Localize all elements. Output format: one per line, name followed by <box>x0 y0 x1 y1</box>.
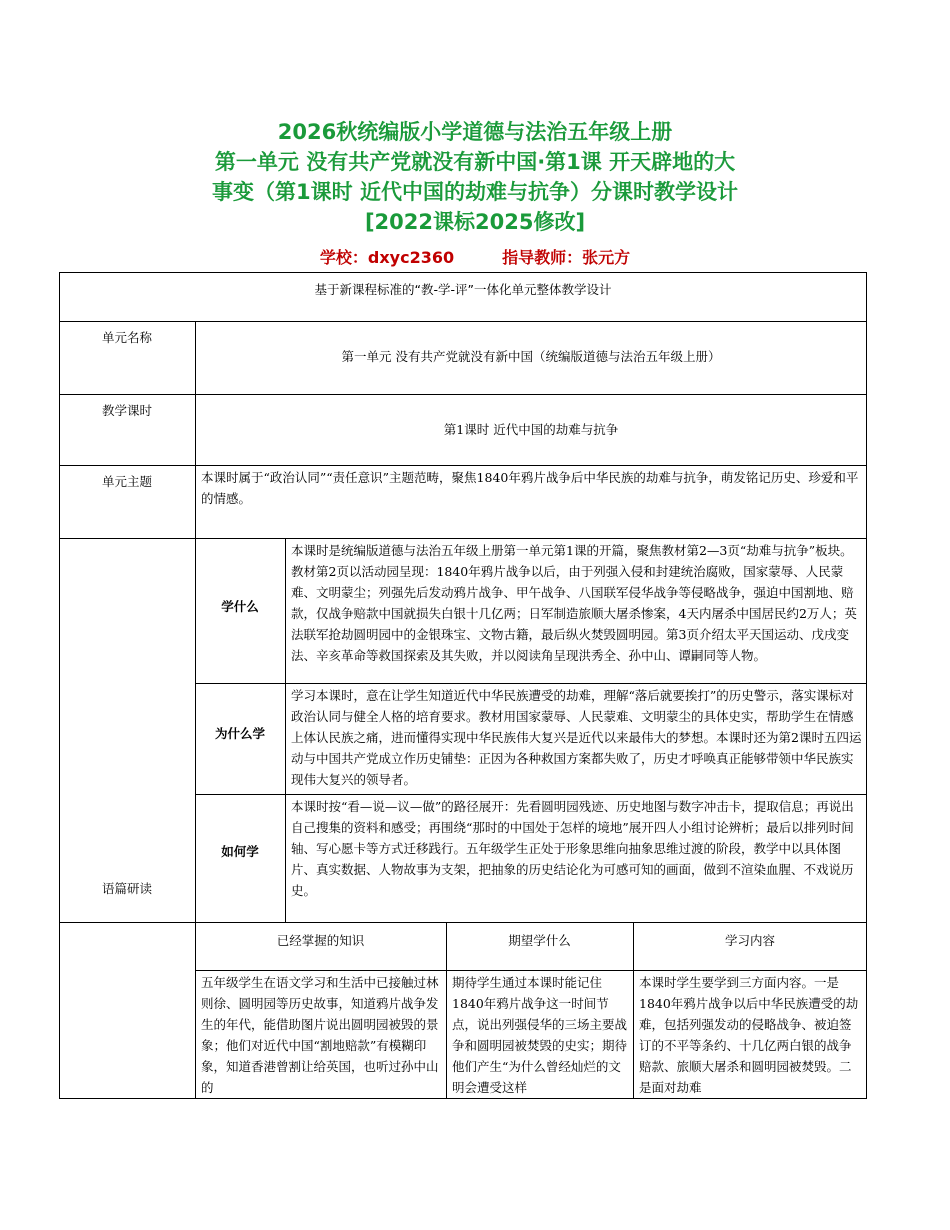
row-divider <box>195 970 867 971</box>
study-label: 语篇研读 <box>101 881 152 896</box>
expect-text: 期待学生通过本课时能记住1840年鸦片战争这一时间节点，说出列强侵华的三场主要战争和圆明园被焚毁的史实；期待他们产生“为什么曾经灿烂的文明会遭受这样 <box>452 975 628 1095</box>
why-value: 学习本课时，意在让学生知道近代中华民族遭受的劫难，理解“落后就要挨打”的历史警示，落实课标对政治认同与健全人格的培育要求。教材用国家蒙辱、人民蒙难、文明蒙尘的具体史实，帮助学生在情感上体认民族之痛，进而懂得实现中华民族伟大复兴是近代以来最伟大的梦想。本课时还为第2课时五四运动与中国共产党成立作历史铺垫：正因为各种救国方案都失败了，历史才呼唤真正能够带领中华民族实现伟大复兴的领导者。 <box>291 688 862 787</box>
what-value: 本课时是统编版道德与法治五年级上册第一单元第1课的开篇，聚焦教材第2—3页“劫难与抗争”板块。教材第2页以活动园呈现：1840年鸦片战争以后，由于列强入侵和封建统治腐败，国家蒙辱、人民蒙难、文明蒙尘；列强先后发动鸦片战争、甲午战争、八国联军侵华战争等侵略战争，强迫中国割地、赔款，仅战争赔款中国就损失白银十几亿两；日军制造旅顺大屠杀惨案，4天内屠杀中国居民约2万人；英法联军抢劫圆明园中的金银珠宝、文物古籍，最后纵火焚毁圆明园。第3页介绍太平天国运动、戊戌变法、辛亥革命等救国探索及其失败，并以阅读角呈现洪秀全、孙中山、谭嗣同等人物。 <box>291 543 857 663</box>
row-divider <box>59 321 867 322</box>
row-divider <box>59 394 867 395</box>
school-label: 学校：dxyc2360 <box>319 248 455 267</box>
row-divider <box>195 683 867 684</box>
col-head-known: 已经掌握的知识 <box>276 933 365 948</box>
theme-value: 本课时属于“政治认同”“责任意识”主题范畴，聚焦1840年鸦片战争后中华民族的劫难与抗争，萌发铭记历史、珍爱和平的情感。 <box>201 470 859 506</box>
table-heading: 基于新课程标准的“教-学-评”一体化单元整体教学设计 <box>314 282 612 297</box>
document-title-line-2: 第一单元 没有共产党就没有新中国·第1课 开天辟地的大 <box>214 150 736 174</box>
unit-name-label: 单元名称 <box>101 330 152 345</box>
row-divider <box>59 465 867 466</box>
document-title-line-3: 事变（第1课时 近代中国的劫难与抗争）分课时教学设计 <box>212 180 738 204</box>
col-head-expect: 期望学什么 <box>508 933 571 948</box>
teacher-label: 指导教师：张元方 <box>502 248 631 267</box>
document-title-line-4: [2022课标2025修改] <box>364 210 586 234</box>
row-divider <box>195 794 867 795</box>
how-value: 本课时按“看—说—议—做”的路径展开：先看圆明园残迹、历史地图与数字冲击卡，提取信息；再说出自己搜集的资料和感受；再围绕“那时的中国处于怎样的境地”展开四人小组讨论辨析；最后以排列时间轴、写心愿卡等方式迁移践行。五年级学生正处于形象思维向抽象思维过渡的阶段，教学中以具体图片、真实数据、人物故事为支架，把抽象的历史结论化为可感可知的画面，做到不渲染血腥、不戏说历史。 <box>291 799 854 898</box>
unit-name-value: 第一单元 没有共产党就没有新中国（统编版道德与法治五年级上册） <box>341 349 721 364</box>
content-text: 本课时学生要学到三方面内容。一是1840年鸦片战争以后中华民族遭受的劫难，包括列强发动的侵略战争、被迫签订的不平等条约、十几亿两白银的战争赔款、旅顺大屠杀和圆明园被焚毁。二是面对劫难 <box>639 975 859 1095</box>
document-title-line-1: 2026秋统编版小学道德与法治五年级上册 <box>277 120 673 144</box>
what-label: 学什么 <box>221 599 259 614</box>
theme-label: 单元主题 <box>101 474 152 489</box>
author-line <box>0 245 950 268</box>
row-divider <box>59 922 867 923</box>
lesson-value: 第1课时 近代中国的劫难与抗争 <box>443 422 619 437</box>
col-divider <box>285 538 286 922</box>
row-divider <box>59 538 867 539</box>
how-label: 如何学 <box>221 844 259 859</box>
col-head-content: 学习内容 <box>724 933 775 948</box>
known-text: 五年级学生在语文学习和生活中已接触过林则徐、圆明园等历史故事，知道鸦片战争发生的年代，能借助图片说出圆明园被毁的景象；他们对近代中国“割地赔款”有模糊印象，知道香港曾割让给英国，也听过孙中山的 <box>201 975 439 1095</box>
lesson-label: 教学课时 <box>101 403 152 418</box>
why-label: 为什么学 <box>214 726 265 741</box>
